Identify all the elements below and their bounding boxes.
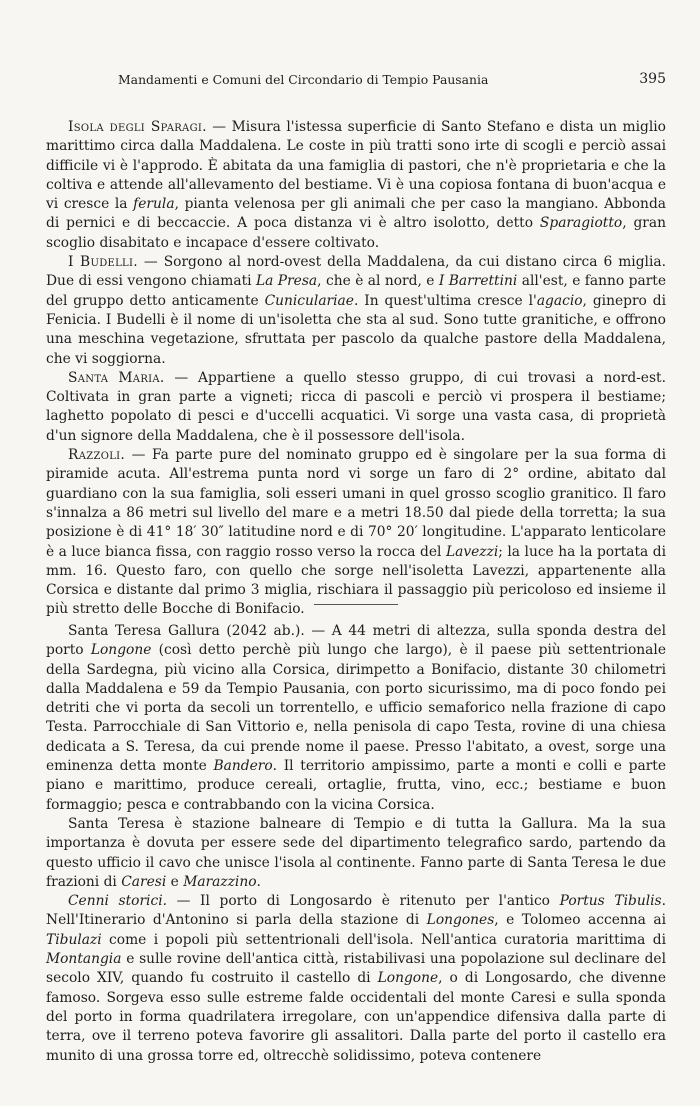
paragraph-text: , e Tolomeo accenna ai xyxy=(494,912,666,929)
italic-term: La Presa xyxy=(255,273,318,290)
running-title: Mandamenti e Comuni del Circondario di Tempio Pausania xyxy=(118,72,489,87)
paragraph-text: — Il porto di Longosardo è ritenuto per l'antico xyxy=(167,893,560,910)
italic-term: ferula xyxy=(133,196,175,213)
paragraph-text: , ginepro di Fenicia. I Budelli è il nome di un'isoletta che sta al sud. Sono tutte granitiche, e offrono una meschina vegetazione, sfruttata per pascolo da qualche pastore della Maddalena, che vi soggiorna. xyxy=(46,292,667,367)
paragraph-text: — Fa parte pure del nominato gruppo ed è singolare per la sua forma di piramide acuta. All'estrema punta nord vi sorge un faro di 2° ordine, abitato dal guardiano con la sua famiglia, soli esseri umani in quel grosso scoglio granitico. Il faro s'innalza a 86 metri sul livello del mare e a metri 18.50 dal piede della torretta; la sua posizione è di 41° 18′ 30″ latitudine nord e di 70° 20′ longitudine. L'apparato lenticolare è a luce bianca fissa, con raggio rosso verso la rocca del xyxy=(46,447,666,560)
italic-term: I Barrettini xyxy=(438,273,518,290)
entry-heading: Isola degli Sparagi. xyxy=(68,119,207,135)
italic-term: Cuniculariae xyxy=(264,292,354,309)
italic-term: Portus Tibulis xyxy=(559,893,662,910)
italic-term: Tibulazi xyxy=(46,931,102,948)
paragraph-santa-maria xyxy=(46,369,666,446)
italic-term: Bandero xyxy=(213,758,273,775)
italic-term: Marazzino xyxy=(183,873,257,890)
paragraph-text: , pianta velenosa per gli animali che per caso la mangiano. Abbonda di pernici e di beccaccie. A poca distanza vi è altro isolotto, detto xyxy=(46,196,666,232)
page-number: 395 xyxy=(639,71,666,87)
italic-term: agacio xyxy=(536,292,583,309)
italic-term: Sparagiotto xyxy=(539,215,623,232)
paragraph-text: — Appartiene a quello stesso gruppo, di cui trovasi a nord-est. Coltivata in gran parte a vigneti; ricca di pascoli e perciò vi prospera il bestiame; laghetto popolato di pesci e d'uccelli acquatici. Vi sorge una vasta casa, di proprietà d'un signore della Maddalena, che è il possessore dell'isola. xyxy=(46,369,666,444)
paragraph-text: e sulle rovine dell'antica città, ristabilivasi una popolazione sul declinare del secolo XIV, quando fu costruito il castello di xyxy=(46,951,666,987)
paragraph-razzoli xyxy=(46,446,666,620)
paragraph-text: come i popoli più settentrionali dell'isola. Nell'antica curatoria marittima di xyxy=(101,931,666,948)
paragraph-text: — Sorgono al nord-ovest della Maddalena, da cui distano circa 6 miglia. Due di essi vengono chiamati xyxy=(46,254,666,290)
paragraph-budelli xyxy=(46,253,666,369)
paragraph-text: , che è al nord, e xyxy=(317,273,439,290)
section-divider xyxy=(314,604,398,605)
paragraph-text: . In quest'ultima cresce l' xyxy=(353,292,537,309)
paragraph-text: ; la luce ha la portata di mm. 16. Questo faro, con quello che sorge nell'isoletta Lavezzi, appartenente alla Corsica e distante dal primo 3 miglia, rischiara il passaggio più pericoloso ed insieme il più stretto delle Bocche di Bonifacio. xyxy=(46,543,666,618)
italic-term: Lavezzi xyxy=(445,543,499,560)
running-header xyxy=(46,72,666,94)
paragraph-cenni-storici xyxy=(46,892,666,1066)
paragraph-text: — A 44 metri di altezza, sulla sponda destra del porto xyxy=(46,623,666,659)
italic-term: Caresi xyxy=(121,873,167,890)
italic-term: Longones xyxy=(426,912,495,929)
italic-term: Longone xyxy=(90,642,152,659)
paragraph-text: e xyxy=(166,873,184,890)
paragraph-text: , gran scoglio disabitato e incapace d'essere coltivato. xyxy=(46,215,667,251)
italic-term: Longone xyxy=(377,970,439,987)
paragraph-text: . xyxy=(256,873,261,890)
entry-heading: Cenni storici. xyxy=(68,893,167,910)
paragraph-text: — Misura l'istessa superficie di Santo Stefano e dista un miglio marittimo circa dalla Maddalena. Le coste in più tratti sono irte di scogli e perciò assai difficile vi è l'approdo. È abitata da una famiglia di pastori, che n'è proprietaria e che la coltiva e attende all'allevamento del bestiame. Vi è una copiosa fontana di buon'acqua e vi cresce la xyxy=(46,119,666,213)
paragraph-text: , o di Longosardo, che divenne famoso. Sorgeva esso sulle estreme falde occidentali del monte Caresi e sulla sponda del porto in forma quadrilatera irregolare, con un'appendice difensiva dalla parte di terra, ove il terreno poteva favorire gli assalitori. Dalla parte del porto il castello era munito di una grossa torre ed, oltrecchè solidissimo, poteva contenere xyxy=(46,970,666,1064)
paragraph-santa-teresa xyxy=(46,622,666,815)
text-block-islands xyxy=(46,118,666,620)
entry-heading: I Budelli. xyxy=(68,254,138,271)
entry-heading: Santa Teresa Gallura (2042 ab.). xyxy=(68,623,305,639)
paragraph-text: . Nell'Itinerario d'Antonino si parla della stazione di xyxy=(46,893,667,929)
entry-heading: Razzoli. xyxy=(68,447,126,464)
paragraph-text: (così detto perchè più lungo che largo), è il paese più settentrionale della Sardegna, più vicino alla Corsica, dirimpetto a Bonifacio, distante 30 chilometri dalla Maddalena e 59 da Tempio Pausania, con porto sicurissimo, ma di poco fondo pei detriti che vi porta da secoli un torrentello, e ufficio semaforico nella frazione di capo Testa. Parrocchiale di San Vittorio e, nella penisola di capo Testa, rovine di una chiesa dedicata a S. Teresa, da cui prende nome il paese. Presso l'abitato, a ovest, sorge una eminenza detta monte xyxy=(46,642,666,775)
paragraph-text: Santa Teresa è stazione balneare di Tempio e di tutta la Gallura. Ma la sua importanza è dovuta per essere sede del dipartimento telegrafico sardo, partendo da questo ufficio il cavo che unisce l'isola al continente. Fanno parte di Santa Teresa le due frazioni di xyxy=(46,815,666,890)
italic-term: Montangia xyxy=(46,951,122,968)
paragraph-isola-sparagi xyxy=(46,118,666,253)
paragraph-text: all'est, e fanno parte del gruppo detto anticamente xyxy=(46,273,667,309)
paragraph-text: . Il territorio ampissimo, parte a monti e colli e parte piano e marittimo, produce cereali, ortaglie, frutta, vino, ecc.; bestiame e buon formaggio; pesca e contrabbando con la vicina Corsica. xyxy=(46,758,666,813)
entry-heading: Santa Maria. xyxy=(68,369,165,386)
text-block-santa-teresa xyxy=(46,622,666,1066)
paragraph-santa-teresa-telegraph xyxy=(46,815,666,892)
